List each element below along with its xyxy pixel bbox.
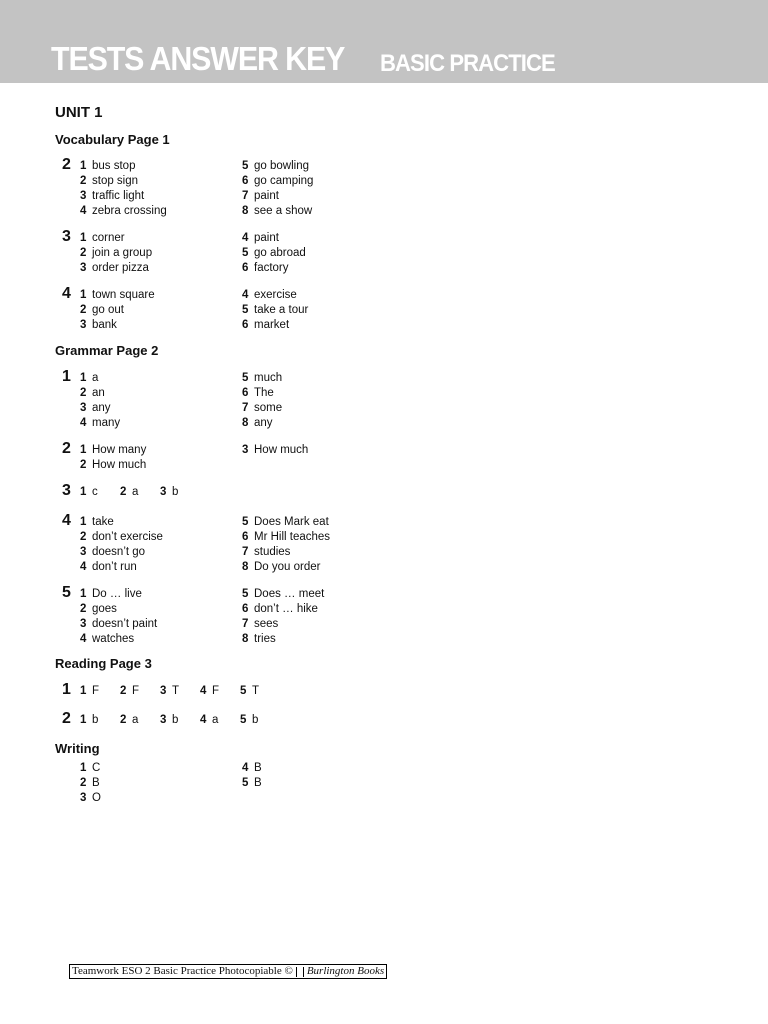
answer-number: 2 <box>80 459 87 471</box>
answer-text: don’t exercise <box>92 531 163 543</box>
answer-text: b <box>172 714 179 726</box>
answer-item <box>242 189 279 203</box>
answer-item <box>80 204 167 218</box>
answer-text: market <box>254 319 290 331</box>
answer-item <box>242 204 312 218</box>
answer-item <box>242 602 318 616</box>
answer-number: 6 <box>242 603 249 615</box>
answer-item <box>80 371 98 385</box>
answer-number: 1 <box>80 714 87 726</box>
answer-item <box>242 416 273 430</box>
answer-number: 1 <box>80 588 87 600</box>
answer-text: go abroad <box>254 247 306 259</box>
answer-text: Does Mark eat <box>254 516 329 528</box>
answer-number: 5 <box>242 372 249 384</box>
answer-number: 2 <box>80 247 87 259</box>
answer-text: order pizza <box>92 262 149 274</box>
answer-text: paint <box>254 190 279 202</box>
answer-text: c <box>92 486 98 498</box>
exercise-number: 4 <box>62 512 71 529</box>
answer-item <box>80 443 146 457</box>
answer-text: O <box>92 792 101 804</box>
exercise-number: 1 <box>62 681 71 698</box>
answer-text: How many <box>92 444 147 456</box>
answer-text: a <box>212 714 219 726</box>
answer-number: 4 <box>80 205 87 217</box>
answer-text: exercise <box>254 289 297 301</box>
answer-item <box>240 713 258 727</box>
section-title: Reading Page 3 <box>55 656 152 671</box>
answer-number: 3 <box>242 444 249 456</box>
answer-text: any <box>254 417 273 429</box>
answer-number: 5 <box>242 247 249 259</box>
answer-text: How much <box>92 459 147 471</box>
answer-number: 2 <box>80 387 87 399</box>
answer-text: go bowling <box>254 160 309 172</box>
answer-text: b <box>92 714 99 726</box>
answer-text: The <box>254 387 274 399</box>
answer-text: How much <box>254 444 309 456</box>
answer-item <box>80 261 149 275</box>
answer-item <box>120 485 138 499</box>
answer-item <box>200 713 218 727</box>
answer-text: stop sign <box>92 175 139 187</box>
answer-number: 7 <box>242 402 249 414</box>
exercise-number: 2 <box>62 156 71 173</box>
answer-item <box>242 560 320 574</box>
answer-text: Do … live <box>92 588 142 600</box>
answer-item <box>80 761 100 775</box>
answer-item <box>242 545 290 559</box>
answer-text: bus stop <box>92 160 136 172</box>
answer-number: 4 <box>80 417 87 429</box>
answer-text: C <box>92 762 101 774</box>
answer-text: an <box>92 387 105 399</box>
answer-number: 1 <box>80 685 87 697</box>
answer-item <box>80 458 146 472</box>
answer-item <box>242 401 282 415</box>
answer-number: 1 <box>80 160 87 172</box>
answer-text: much <box>254 372 283 384</box>
section-title: Vocabulary Page 1 <box>55 132 170 147</box>
answer-item <box>80 401 111 415</box>
answer-number: 2 <box>120 714 127 726</box>
answer-text: don’t run <box>92 561 137 573</box>
answer-item <box>242 587 324 601</box>
answer-item <box>242 776 262 790</box>
answer-item <box>80 560 137 574</box>
exercise-number: 2 <box>62 710 71 727</box>
answer-item <box>242 443 308 457</box>
answer-text: doesn’t go <box>92 546 146 558</box>
answer-item <box>242 530 330 544</box>
answer-item <box>80 231 125 245</box>
answer-text: many <box>92 417 121 429</box>
answer-item <box>80 602 117 616</box>
answer-number: 3 <box>80 319 87 331</box>
answer-text: a <box>132 714 139 726</box>
answer-item <box>80 189 144 203</box>
answer-number: 8 <box>242 633 249 645</box>
answer-item <box>160 684 179 698</box>
answer-number: 3 <box>160 714 167 726</box>
answer-text: B <box>92 777 100 789</box>
answer-item <box>242 632 276 646</box>
answer-text: T <box>172 685 180 697</box>
answer-text: tries <box>254 633 276 645</box>
answer-item <box>242 231 279 245</box>
answer-number: 4 <box>80 633 87 645</box>
answer-item <box>242 318 289 332</box>
answer-number: 1 <box>80 486 87 498</box>
answer-text: go camping <box>254 175 314 187</box>
answer-text: B <box>254 777 262 789</box>
answer-text: some <box>254 402 283 414</box>
answer-number: 1 <box>80 232 87 244</box>
footer-credit <box>69 964 387 979</box>
answer-text: factory <box>254 262 289 274</box>
answer-text: B <box>254 762 262 774</box>
answer-item <box>242 246 306 260</box>
answer-item <box>242 371 282 385</box>
answer-number: 6 <box>242 387 249 399</box>
answer-item <box>80 530 163 544</box>
answer-item <box>242 174 313 188</box>
answer-item <box>242 303 308 317</box>
answer-text: F <box>92 685 100 697</box>
answer-number: 3 <box>80 618 87 630</box>
answer-number: 3 <box>80 402 87 414</box>
answer-item <box>80 587 142 601</box>
answer-item <box>242 288 297 302</box>
answer-number: 6 <box>242 175 249 187</box>
exercise-number: 2 <box>62 440 71 457</box>
answer-number: 6 <box>242 531 249 543</box>
unit-title: UNIT 1 <box>55 104 103 121</box>
answer-number: 4 <box>80 561 87 573</box>
answer-item <box>160 713 178 727</box>
answer-number: 3 <box>80 262 87 274</box>
answer-number: 5 <box>240 714 247 726</box>
answer-item <box>80 713 98 727</box>
answer-text: paint <box>254 232 279 244</box>
answer-number: 4 <box>242 289 249 301</box>
answer-text: sees <box>254 618 279 630</box>
answer-number: 3 <box>80 546 87 558</box>
answer-item <box>120 713 138 727</box>
answer-item <box>80 776 100 790</box>
answer-text: a <box>132 486 139 498</box>
answer-number: 3 <box>160 685 167 697</box>
answer-item <box>242 261 289 275</box>
answer-item <box>80 684 99 698</box>
answer-text: traffic light <box>92 190 145 202</box>
answer-item <box>240 684 259 698</box>
answer-number: 1 <box>80 762 87 774</box>
answer-item <box>120 684 139 698</box>
answer-text: T <box>252 685 260 697</box>
answer-item <box>80 159 135 173</box>
answer-text: b <box>172 486 179 498</box>
answer-item <box>200 684 219 698</box>
answer-number: 1 <box>80 289 87 301</box>
answer-number: 4 <box>242 232 249 244</box>
section-title: Writing <box>55 741 100 756</box>
answer-number: 8 <box>242 561 249 573</box>
answer-text: b <box>252 714 259 726</box>
answer-text: take a tour <box>254 304 309 316</box>
answer-text: corner <box>92 232 125 244</box>
answer-number: 7 <box>242 546 249 558</box>
answer-number: 4 <box>200 685 207 697</box>
answer-number: 2 <box>80 777 87 789</box>
answer-number: 6 <box>242 262 249 274</box>
answer-item <box>80 485 98 499</box>
answer-item <box>242 386 274 400</box>
answer-text: Do you order <box>254 561 321 573</box>
answer-number: 8 <box>242 417 249 429</box>
answer-item <box>80 416 120 430</box>
answer-number: 8 <box>242 205 249 217</box>
answer-number: 3 <box>80 190 87 202</box>
answer-item <box>160 485 178 499</box>
answer-number: 3 <box>160 486 167 498</box>
answer-text: doesn’t paint <box>92 618 158 630</box>
answer-number: 5 <box>242 160 249 172</box>
answer-text: a <box>92 372 99 384</box>
section-title: Grammar Page 2 <box>55 343 159 358</box>
answer-number: 2 <box>120 486 127 498</box>
answer-item <box>80 174 138 188</box>
publisher-logo-icon <box>296 967 304 977</box>
exercise-number: 3 <box>62 482 71 499</box>
exercise-number: 5 <box>62 584 71 601</box>
answer-item <box>80 515 114 529</box>
answer-item <box>242 761 262 775</box>
footer-text: Teamwork ESO 2 Basic Practice Photocopiable © <box>72 965 293 977</box>
answer-text: see a show <box>254 205 313 217</box>
answer-text: town square <box>92 289 155 301</box>
exercise-number: 1 <box>62 368 71 385</box>
page-title: TESTS ANSWER KEY <box>51 40 345 77</box>
answer-number: 2 <box>80 175 87 187</box>
answer-text: take <box>92 516 114 528</box>
answer-number: 1 <box>80 516 87 528</box>
answer-number: 7 <box>242 618 249 630</box>
answer-number: 7 <box>242 190 249 202</box>
answer-item <box>80 545 145 559</box>
answer-number: 1 <box>80 372 87 384</box>
answer-text: Does … meet <box>254 588 325 600</box>
answer-number: 2 <box>120 685 127 697</box>
answer-number: 3 <box>80 792 87 804</box>
answer-text: goes <box>92 603 117 615</box>
answer-text: go out <box>92 304 124 316</box>
answer-number: 4 <box>242 762 249 774</box>
answer-item <box>80 246 152 260</box>
page-subtitle: BASIC PRACTICE <box>380 50 555 77</box>
answer-number: 5 <box>242 304 249 316</box>
answer-item <box>80 617 157 631</box>
answer-number: 5 <box>242 516 249 528</box>
answer-number: 2 <box>80 304 87 316</box>
answer-item <box>80 318 117 332</box>
answer-item <box>80 303 124 317</box>
answer-number: 2 <box>80 603 87 615</box>
answer-item <box>80 791 101 805</box>
answer-text: don’t … hike <box>254 603 318 615</box>
answer-number: 2 <box>80 531 87 543</box>
answer-item <box>80 386 105 400</box>
answer-item <box>242 515 329 529</box>
answer-text: zebra crossing <box>92 205 167 217</box>
answer-text: F <box>132 685 140 697</box>
answer-number: 5 <box>242 777 249 789</box>
answer-number: 5 <box>240 685 247 697</box>
answer-number: 4 <box>200 714 207 726</box>
answer-item <box>242 617 278 631</box>
answer-item <box>80 288 155 302</box>
answer-number: 1 <box>80 444 87 456</box>
answer-number: 6 <box>242 319 249 331</box>
answer-text: Mr Hill teaches <box>254 531 331 543</box>
answer-text: F <box>212 685 220 697</box>
answer-number: 5 <box>242 588 249 600</box>
answer-text: watches <box>92 633 135 645</box>
answer-text: studies <box>254 546 291 558</box>
answer-item <box>242 159 309 173</box>
answer-text: bank <box>92 319 117 331</box>
answer-text: join a group <box>92 247 153 259</box>
exercise-number: 3 <box>62 228 71 245</box>
exercise-number: 4 <box>62 285 71 302</box>
answer-item <box>80 632 134 646</box>
footer-brand: Burlington Books <box>306 965 385 977</box>
answer-text: any <box>92 402 111 414</box>
